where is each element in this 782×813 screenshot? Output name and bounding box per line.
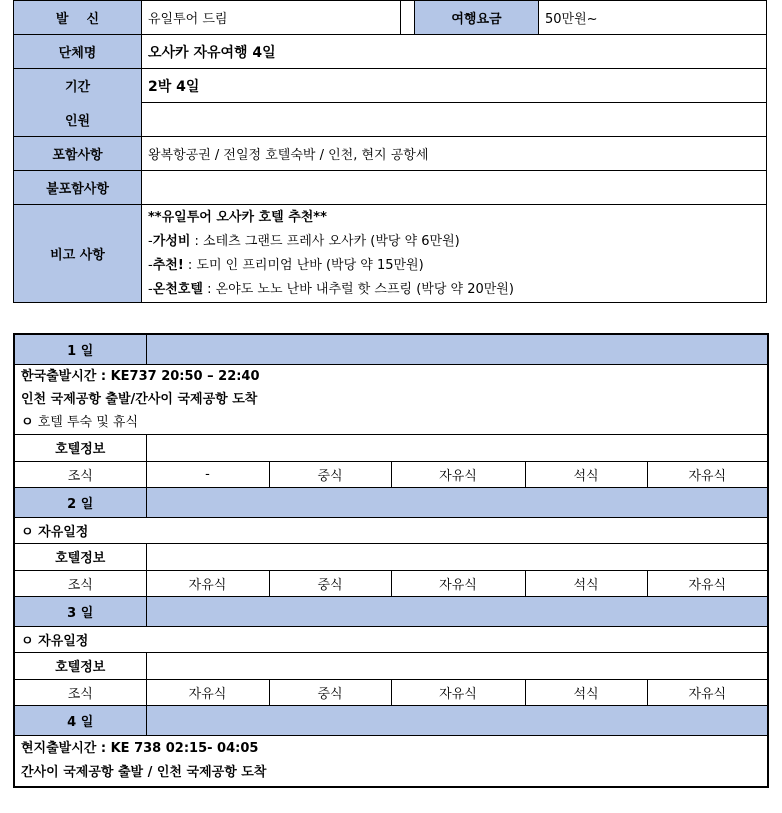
excluded-label: 불포함사항 (14, 171, 142, 205)
day4-itinerary (14, 735, 768, 787)
meal-cell: 자유식 (647, 679, 768, 705)
meal-label: 조식 (14, 461, 146, 487)
day1-label: 1 일 (14, 334, 146, 364)
meal-cell: 석식 (525, 570, 647, 596)
people-label: 인원 (14, 103, 142, 137)
meal-cell: 자유식 (391, 461, 525, 487)
remarks-value (142, 205, 767, 303)
meal-cell: 중식 (269, 570, 391, 596)
day2-header-fill (146, 487, 768, 517)
period-label: 기간 (14, 69, 142, 103)
day1-itinerary (14, 364, 768, 434)
meal-cell: 자유식 (647, 461, 768, 487)
price-label: 여행요금 (415, 1, 539, 35)
day1-line-text: 호텔 투숙 및 휴식 (37, 414, 139, 430)
day3-header-fill (146, 596, 768, 626)
meal-label: 조식 (14, 679, 146, 705)
meal-cell: 석식 (525, 461, 647, 487)
meal-cell: 자유식 (146, 570, 269, 596)
excluded-value (142, 171, 767, 205)
meal-cell: 중식 (269, 461, 391, 487)
trip-info-table (13, 0, 767, 303)
remarks-label: 비고 사항 (14, 205, 142, 303)
included-label: 포함사항 (14, 137, 142, 171)
meal-cell: 자유식 (647, 570, 768, 596)
meal-label: 조식 (14, 570, 146, 596)
hotel-info-label: 호텔정보 (14, 652, 146, 679)
hotel-info-label: 호텔정보 (14, 543, 146, 570)
remarks-title: **유일투어 오사카 호텔 추천** (148, 209, 327, 225)
day1-line: 한국출발시간 : KE737 20:50 – 22:40 (21, 368, 260, 384)
hotel-info-value (146, 543, 768, 570)
day4-line: 간사이 국제공항 출발 / 인천 국제공항 도착 (21, 764, 267, 780)
day4-label: 4 일 (14, 705, 146, 735)
remarks-line: -가성비 : 소테츠 그랜드 프레사 오사카 (박당 약 6만원) (148, 233, 460, 249)
spacer-cell (401, 1, 415, 35)
day1-line: 인천 국제공항 출발/간사이 국제공항 도착 (21, 391, 258, 407)
sender-value: 유일투어 드림 (142, 1, 401, 35)
day4-line: 현지출발시간 : KE 738 02:15- 04:05 (21, 740, 259, 756)
group-label: 단체명 (14, 35, 142, 69)
meal-cell: - (146, 461, 269, 487)
remarks-line: -온천호텔 : 온야도 노노 난바 내추럴 핫 스프링 (박당 약 20만원) (148, 281, 514, 297)
price-value: 50만원~ (539, 1, 767, 35)
meal-cell: 석식 (525, 679, 647, 705)
day2-itinerary: ㅇ 자유일정 (14, 517, 768, 543)
people-value (142, 103, 767, 137)
included-value: 왕복항공권 / 전일정 호텔숙박 / 인천, 현지 공항세 (142, 137, 767, 171)
group-value: 오사카 자유여행 4일 (142, 35, 767, 69)
day2-label: 2 일 (14, 487, 146, 517)
meal-cell: 중식 (269, 679, 391, 705)
day1-header-fill (146, 334, 768, 364)
hotel-info-label: 호텔정보 (14, 434, 146, 461)
sender-label: 발 신 (14, 1, 142, 35)
day1-line: ㅇ 호텔 투숙 및 휴식 (21, 414, 139, 430)
meal-cell: 자유식 (146, 679, 269, 705)
period-value: 2박 4일 (142, 69, 767, 103)
day3-itinerary: ㅇ 자유일정 (14, 626, 768, 652)
hotel-info-value (146, 652, 768, 679)
day3-label: 3 일 (14, 596, 146, 626)
schedule-table (13, 333, 769, 788)
day4-header-fill (146, 705, 768, 735)
meal-cell: 자유식 (391, 570, 525, 596)
meal-cell: 자유식 (391, 679, 525, 705)
remarks-line: -추천! : 도미 인 프리미엄 난바 (박당 약 15만원) (148, 257, 424, 273)
hotel-info-value (146, 434, 768, 461)
